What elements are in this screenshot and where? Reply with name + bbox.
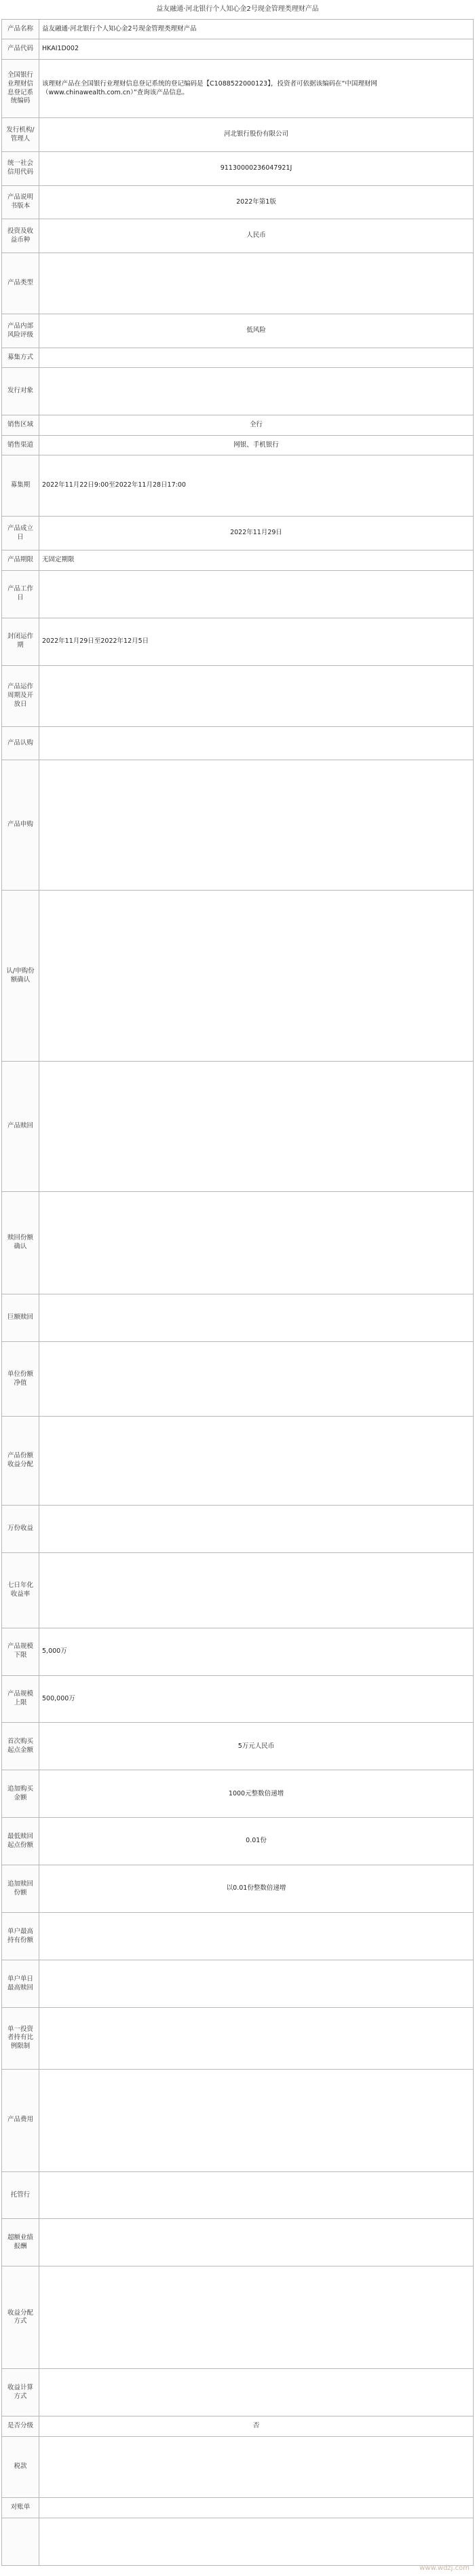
row-value: 以0.01份整数倍递增 [39, 1865, 474, 1913]
row-label: 产品成立日 [2, 517, 39, 550]
row-label: 单位份额净值 [2, 1341, 39, 1417]
table-row [2, 39, 474, 59]
row-value [39, 2436, 474, 2497]
table-row [2, 1341, 474, 1417]
table-row [2, 2069, 474, 2171]
row-value [39, 1417, 474, 1506]
row-value [39, 1341, 474, 1417]
table-row [2, 1913, 474, 1960]
row-value: 低风险 [39, 314, 474, 348]
table-row [2, 2266, 474, 2369]
table-row [2, 185, 474, 219]
watermark-text: www.wdzj.com [419, 2564, 470, 2572]
row-value [39, 1506, 474, 1553]
table-row [2, 1675, 474, 1723]
table-row [2, 1191, 474, 1294]
row-label: 产品申购 [2, 760, 39, 891]
table-row [2, 760, 474, 891]
row-value: 5,000万 [39, 1628, 474, 1675]
row-value: 网银、手机银行 [39, 435, 474, 455]
row-value [39, 348, 474, 367]
table-row [2, 1417, 474, 1506]
table-row [2, 348, 474, 367]
row-label: 收益分配方式 [2, 2266, 39, 2369]
row-value [39, 891, 474, 1062]
row-label: 产品规模上限 [2, 1675, 39, 1723]
row-value: 河北银行股份有限公司 [39, 118, 474, 152]
row-label: 对账单 [2, 2498, 39, 2518]
table-row [2, 2416, 474, 2436]
table-row [2, 1960, 474, 2008]
table-row [2, 59, 474, 117]
row-label: 产品份额收益分配 [2, 1417, 39, 1506]
table-row [2, 2436, 474, 2497]
row-label: 销售渠道 [2, 435, 39, 455]
row-label: 超额业绩报酬 [2, 2219, 39, 2266]
row-label: 产品说明书版本 [2, 185, 39, 219]
row-label: 产品期限 [2, 550, 39, 570]
row-value: 全行 [39, 415, 474, 435]
row-label: 募集期 [2, 455, 39, 517]
row-value: 否 [39, 2416, 474, 2436]
row-value: 91130000236047921J [39, 151, 474, 185]
row-label: 产品工作日 [2, 570, 39, 618]
row-value [39, 2069, 474, 2171]
row-value: 人民币 [39, 219, 474, 253]
table-row [2, 1506, 474, 1553]
table-row [2, 2008, 474, 2069]
table-row [2, 20, 474, 39]
row-value [39, 665, 474, 726]
row-value [39, 1062, 474, 1192]
row-value [39, 2266, 474, 2369]
row-label: 产品名称 [2, 20, 39, 39]
row-label: 产品规模下限 [2, 1628, 39, 1675]
row-label: 追加赎回份额 [2, 1865, 39, 1913]
row-label: 单一投资者持有比例限制 [2, 2008, 39, 2069]
table-row [2, 1062, 474, 1192]
row-value: 2022年第1版 [39, 185, 474, 219]
table-row [2, 1818, 474, 1865]
row-label: 认/申购份额确认 [2, 891, 39, 1062]
row-label: 统一社会信用代码 [2, 151, 39, 185]
row-value: 2022年11月22日9:00至2022年11月28日17:00 [39, 455, 474, 517]
row-label: 万份收益 [2, 1506, 39, 1553]
row-label: 产品运作周期及开放日 [2, 665, 39, 726]
row-label: 产品费用 [2, 2069, 39, 2171]
row-label: 托管行 [2, 2171, 39, 2219]
table-row [2, 219, 474, 253]
table-row [2, 1723, 474, 1770]
table-row [2, 253, 474, 314]
row-label: 最低赎回起点份额 [2, 1818, 39, 1865]
row-value [39, 253, 474, 314]
table-row [2, 517, 474, 550]
row-value [39, 1191, 474, 1294]
table-row [2, 726, 474, 760]
table-row [2, 618, 474, 665]
row-value: 1000元整数倍递增 [39, 1770, 474, 1818]
row-value [39, 570, 474, 618]
row-label: 销售区域 [2, 415, 39, 435]
table-row [2, 570, 474, 618]
table-row [2, 455, 474, 517]
row-label: 募集方式 [2, 348, 39, 367]
row-value [39, 2518, 474, 2565]
table-row [2, 2518, 474, 2565]
row-label [2, 2518, 39, 2565]
table-row [2, 2498, 474, 2518]
row-value [39, 2219, 474, 2266]
row-label: 税款 [2, 2436, 39, 2497]
row-label: 封闭运作期 [2, 618, 39, 665]
row-label: 是否分级 [2, 2416, 39, 2436]
table-row [2, 1770, 474, 1818]
row-value: 500,000万 [39, 1675, 474, 1723]
row-label: 收益计算方式 [2, 2369, 39, 2416]
row-label: 产品类型 [2, 253, 39, 314]
row-label: 七日年化收益率 [2, 1553, 39, 1628]
table-row [2, 118, 474, 152]
row-label: 发行机构/管理人 [2, 118, 39, 152]
row-label: 产品认购 [2, 726, 39, 760]
row-value [39, 2498, 474, 2518]
table-row [2, 415, 474, 435]
row-value [39, 1913, 474, 1960]
row-value [39, 2369, 474, 2416]
table-row [2, 2219, 474, 2266]
row-value [39, 368, 474, 415]
table-row [2, 151, 474, 185]
table-row [2, 1865, 474, 1913]
row-label: 产品赎回 [2, 1062, 39, 1192]
row-value: 无固定期限 [39, 550, 474, 570]
row-label: 首次购买起点金额 [2, 1723, 39, 1770]
table-row [2, 550, 474, 570]
row-value: 2022年11月29日至2022年12月5日 [39, 618, 474, 665]
table-row [2, 2171, 474, 2219]
table-row [2, 665, 474, 726]
row-value: 5万元人民币 [39, 1723, 474, 1770]
row-value: 2022年11月29日 [39, 517, 474, 550]
row-value [39, 760, 474, 891]
table-row [2, 314, 474, 348]
document-title: 益友融通·河北银行个人知心金2号现金管理类理财产品 [156, 5, 319, 13]
row-label: 投资及收益币种 [2, 219, 39, 253]
table-row [2, 1294, 474, 1341]
table-row [2, 368, 474, 415]
row-value [39, 2008, 474, 2069]
product-spec-table [1, 19, 474, 2566]
table-row [2, 2369, 474, 2416]
row-label: 产品内部风险评级 [2, 314, 39, 348]
row-value [39, 1294, 474, 1341]
row-label: 产品代码 [2, 39, 39, 59]
row-label: 单户单日最高赎回 [2, 1960, 39, 2008]
table-row [2, 1628, 474, 1675]
table-row [2, 435, 474, 455]
table-row [2, 1553, 474, 1628]
row-label: 巨额赎回 [2, 1294, 39, 1341]
row-label: 全国银行业理财信息登记系统编码 [2, 59, 39, 117]
table-row [2, 891, 474, 1062]
row-label: 赎回份额确认 [2, 1191, 39, 1294]
row-label: 发行对象 [2, 368, 39, 415]
row-value: 益友融通·河北银行个人知心金2号现金管理类理财产品 [39, 20, 474, 39]
row-label: 单户最高持有份额 [2, 1913, 39, 1960]
row-value: 0.01份 [39, 1818, 474, 1865]
row-value [39, 2171, 474, 2219]
row-value [39, 726, 474, 760]
row-value [39, 1960, 474, 2008]
row-value: 该理财产品在全国银行业理财信息登记系统的登记编码是【C1088522000123】，投资者可依据该编码在“中国理财网（www.chinawealth.com.cn）”查询该产品信息。 [39, 59, 474, 117]
row-label: 追加购买金额 [2, 1770, 39, 1818]
row-value [39, 1553, 474, 1628]
row-value: HKAI1D002 [39, 39, 474, 59]
